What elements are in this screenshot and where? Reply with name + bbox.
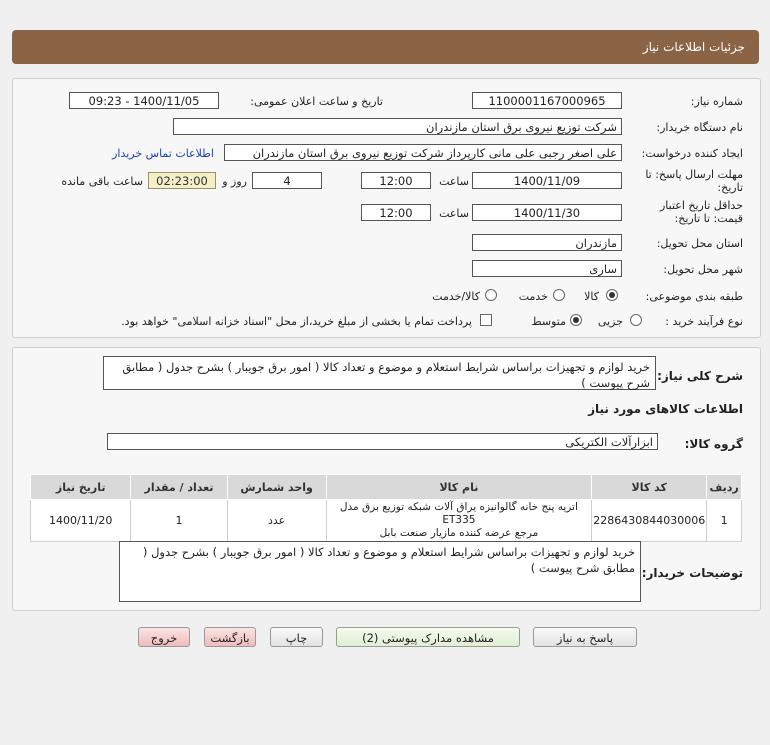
- table-header-row: [31, 475, 742, 500]
- print-button[interactable]: چاپ: [270, 627, 323, 647]
- announce-label: تاریخ و ساعت اعلان عمومی:: [250, 95, 383, 108]
- col-unit: واحد شمارش: [227, 475, 326, 500]
- city-field: ساری: [472, 260, 622, 277]
- category-radio-goods[interactable]: [606, 289, 618, 301]
- process-radio-medium[interactable]: [570, 314, 582, 326]
- page-title: جزئيات اطلاعات نياز: [642, 40, 745, 54]
- cell-name-line1: اتریه پنج خانه گالوانیزه یراق آلات شبکه توزیع برق مدل ET335: [339, 501, 578, 526]
- page-header: [12, 30, 759, 64]
- province-field: مازندران: [472, 234, 622, 251]
- col-qty: تعداد / مقدار: [131, 475, 227, 500]
- category-option-goods: کالا: [584, 290, 599, 303]
- category-radio-goods-service[interactable]: [485, 289, 497, 301]
- respond-button[interactable]: پاسخ به نیاز: [533, 627, 637, 647]
- process-radio-minor[interactable]: [630, 314, 642, 326]
- deadline-date-field: 1400/11/09: [472, 172, 622, 189]
- goods-group-label: گروه کالا:: [684, 437, 743, 451]
- need-number-field: 1100001167000965: [472, 92, 622, 109]
- summary-field: خرید لوازم و تجهیزات براساس شرایط استعلام و موضوع و تعداد کالا ( امور برق جویبار ) بشرح جدول ( مطابق شرح پیوست ): [103, 356, 656, 390]
- validity-time-field: 12:00: [361, 204, 431, 221]
- buyer-notes-field: خرید لوازم و تجهیزات براساس شرایط استعلام و موضوع و تعداد کالا ( امور برق جویبار ) بشرح جدول ( مطابق شرح پیوست ): [119, 541, 641, 602]
- table-row: [31, 500, 742, 542]
- remaining-label: ساعت باقی مانده: [61, 175, 143, 188]
- cell-name: [326, 500, 592, 542]
- province-label: استان محل تحویل:: [656, 237, 743, 250]
- validity-label-2: قیمت: تا تاریخ:: [674, 212, 743, 225]
- process-label: نوع فرآیند خرید :: [665, 315, 743, 328]
- validity-date-field: 1400/11/30: [472, 204, 622, 221]
- process-option-medium: متوسط: [531, 315, 566, 328]
- deadline-time-field: 12:00: [361, 172, 431, 189]
- goods-group-field: ابزارآلات الکتریکی: [107, 433, 658, 450]
- summary-label: شرح کلی نیاز:: [657, 369, 743, 383]
- category-option-goods-service: کالا/خدمت: [432, 290, 480, 303]
- treasury-checkbox[interactable]: [480, 314, 492, 326]
- col-code: کد کالا: [592, 475, 707, 500]
- category-label: طبقه بندی موضوعی:: [645, 290, 743, 303]
- attachments-button[interactable]: مشاهده مدارک پیوستی (2): [336, 627, 520, 647]
- deadline-label-2: تاریخ:: [717, 181, 743, 194]
- goods-info-title: اطلاعات کالاهای مورد نیاز: [588, 402, 743, 416]
- cell-row: 1: [707, 500, 742, 542]
- contact-buyer-link[interactable]: اطلاعات تماس خریدار: [112, 147, 214, 160]
- cell-date: 1400/11/20: [31, 500, 131, 542]
- city-label: شهر محل تحویل:: [663, 263, 743, 276]
- days-remaining-field: 4: [252, 172, 322, 189]
- payment-note: پرداخت تمام یا بخشی از مبلغ خرید،از محل "اسناد خزانه اسلامی" خواهد بود.: [121, 315, 472, 328]
- buyer-notes-label: توضیحات خریدار:: [641, 566, 743, 580]
- cell-name-line2: مرجع عرضه کننده مازیار صنعت بابل: [379, 527, 539, 539]
- cell-qty: 1: [131, 500, 227, 542]
- days-label: روز و: [222, 175, 247, 188]
- category-radio-service[interactable]: [553, 289, 565, 301]
- deadline-label: مهلت ارسال پاسخ: تا: [645, 168, 743, 181]
- need-number-label: شماره نیاز:: [690, 95, 743, 108]
- category-option-service: خدمت: [518, 290, 548, 303]
- goods-table: [30, 474, 742, 542]
- validity-time-label: ساعت: [439, 207, 469, 220]
- buyer-org-label: نام دستگاه خریدار:: [656, 121, 743, 134]
- validity-label: حداقل تاریخ اعتبار: [659, 199, 743, 212]
- col-row: ردیف: [707, 475, 742, 500]
- col-name: نام کالا: [326, 475, 592, 500]
- exit-button[interactable]: خروج: [138, 627, 190, 647]
- col-date: تاریخ نیاز: [31, 475, 131, 500]
- process-option-minor: جزیی: [597, 315, 623, 328]
- creator-field: علی اصغر رجبی علی مانی کارپرداز شرکت توزیع نیروی برق استان مازندران: [224, 144, 622, 161]
- back-button[interactable]: بازگشت: [204, 627, 256, 647]
- announce-field: 1400/11/05 - 09:23: [69, 92, 219, 109]
- cell-unit: عدد: [227, 500, 326, 542]
- deadline-time-label: ساعت: [439, 175, 469, 188]
- remaining-time-field: 02:23:00: [148, 172, 216, 189]
- buyer-org-field: شرکت توزیع نیروی برق استان مازندران: [173, 118, 622, 135]
- creator-label: ایجاد کننده درخواست:: [641, 147, 743, 160]
- cell-code: 2286430844030006: [592, 500, 707, 542]
